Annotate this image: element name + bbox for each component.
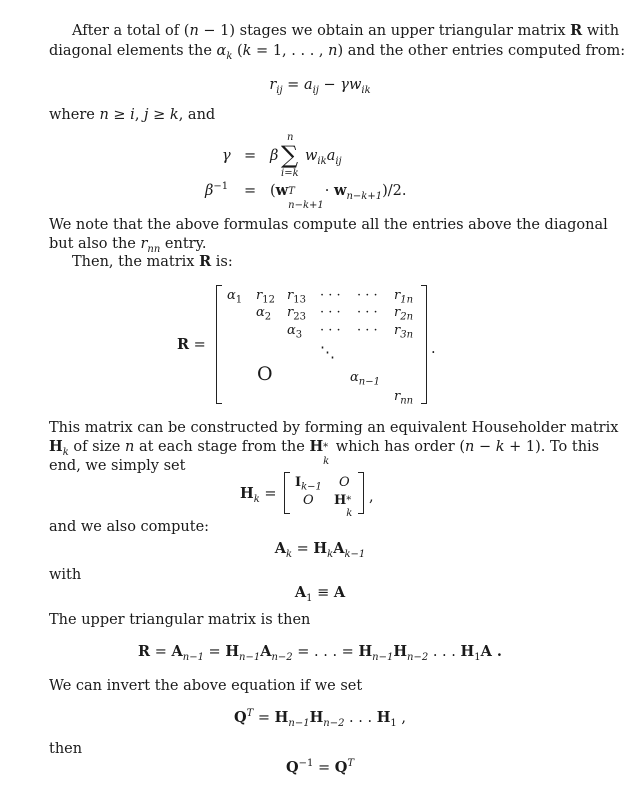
equation-Ak: $A_k = H_kA_{k-1}$ — [274, 540, 366, 560]
intro-line-1: After a total of (n − 1) stages we obtain an upper triangular matrix R with — [72, 22, 620, 39]
where-line: where n ≥ i, j ≥ k, and — [49, 107, 216, 123]
equation-A1: $A_1 \equiv A$ — [294, 584, 346, 604]
also-line: and we also compute: — [49, 519, 210, 535]
equation-rij: $r_{ij} = a_{ij} - \gamma w_{ik}$ — [269, 77, 371, 96]
para2-line-1: This matrix can be constructed by forming an equivalent Householder matrix — [49, 420, 619, 436]
invert-line: We can invert the above equation if we set — [49, 678, 363, 694]
equation-R-chain: $R = A_{n-1} = H_{n-1}A_{n-2}$ = . . . = $H_{n-1}H_{n-2}$ . . . $H_1A$ . — [138, 643, 502, 663]
right-bracket — [421, 285, 427, 404]
upper-line: The upper triangular matrix is then — [49, 612, 311, 628]
note-line-1: We note that the above formulas compute all the entries above the diagonal — [49, 217, 608, 233]
para2-line-2: $H_k$ of size n at each stage from the H * k which has order (n − k + 1). To this — [49, 438, 600, 467]
para2-line-3: end, we simply set — [49, 458, 186, 474]
hk-right-bracket — [358, 472, 364, 514]
intro-line-2: diagonal elements the $\alpha_k$ (k = 1, . . . , n) and the other entries computed from: — [49, 43, 626, 62]
then-line: then — [49, 741, 83, 757]
equation-QT: $Q^T = H_{n-1}H_{n-2}$ . . . $H_1$ , — [233, 708, 407, 729]
then-matrix-line: Then, the matrix R is: — [72, 253, 233, 270]
equation-Qinv: $Q^{-1} = Q^T$ — [285, 758, 355, 776]
left-bracket — [216, 285, 222, 404]
hk-left-bracket — [284, 472, 290, 514]
note-line-2: but also the $r_{nn}$ entry. — [49, 236, 207, 255]
with-line: with — [49, 567, 82, 583]
document-page: After a total of (n − 1) stages we obtain an upper triangular matrix R with diagonal elements the $\alpha_k$ (k = 1, . . . , n) and the other entries computed from: $r_{ij} = a_{ij} - \gamma w_{ik}$ where n ≥ i, j ≥ k, and γ = β n ∑ i=k $w_{ik}a_{ij}$ $\beta^{-1}$ = (w T n−k+1 · $w_{n-k+1})/2$. We note that the above formulas compute all the entries above the diagonal but also the $r_{nn}$ entry. Then, the matrix R is: R = . $\alpha_1$ $r_{12}$ $r_{13}$ · · · · · · $r_{1n}$ $\alpha_2$ $r_{23}$ · · · · · · $r_{2n}$ $\alpha_3$ · · · · · · $r_{3n}$ ⋱ O $\alpha_{n-1}$ $r_{nn}$ This matrix can be constructed by forming an equivalent Householder matrix $H_k$ of size n at each stage from the H * k which has order (n − k + 1). To this end, we simply set $H_k$ = $I_{k-1}$ O O H * k , and we also compute: $A_k = H_kA_{k-1}$ with $A_1 \equiv A$ The upper triangular matrix is then $R = A_{n-1} = H_{n-1}A_{n-2}$ = . . . = $H_{n-1}H_{n-2}$ . . . $H_1A$ . We can invert the above equation if we set $Q^T = H_{n-1}H_{n-2}$ . . . $H_1$ , then $Q^{-1} = Q^T$ — [0, 0, 640, 799]
